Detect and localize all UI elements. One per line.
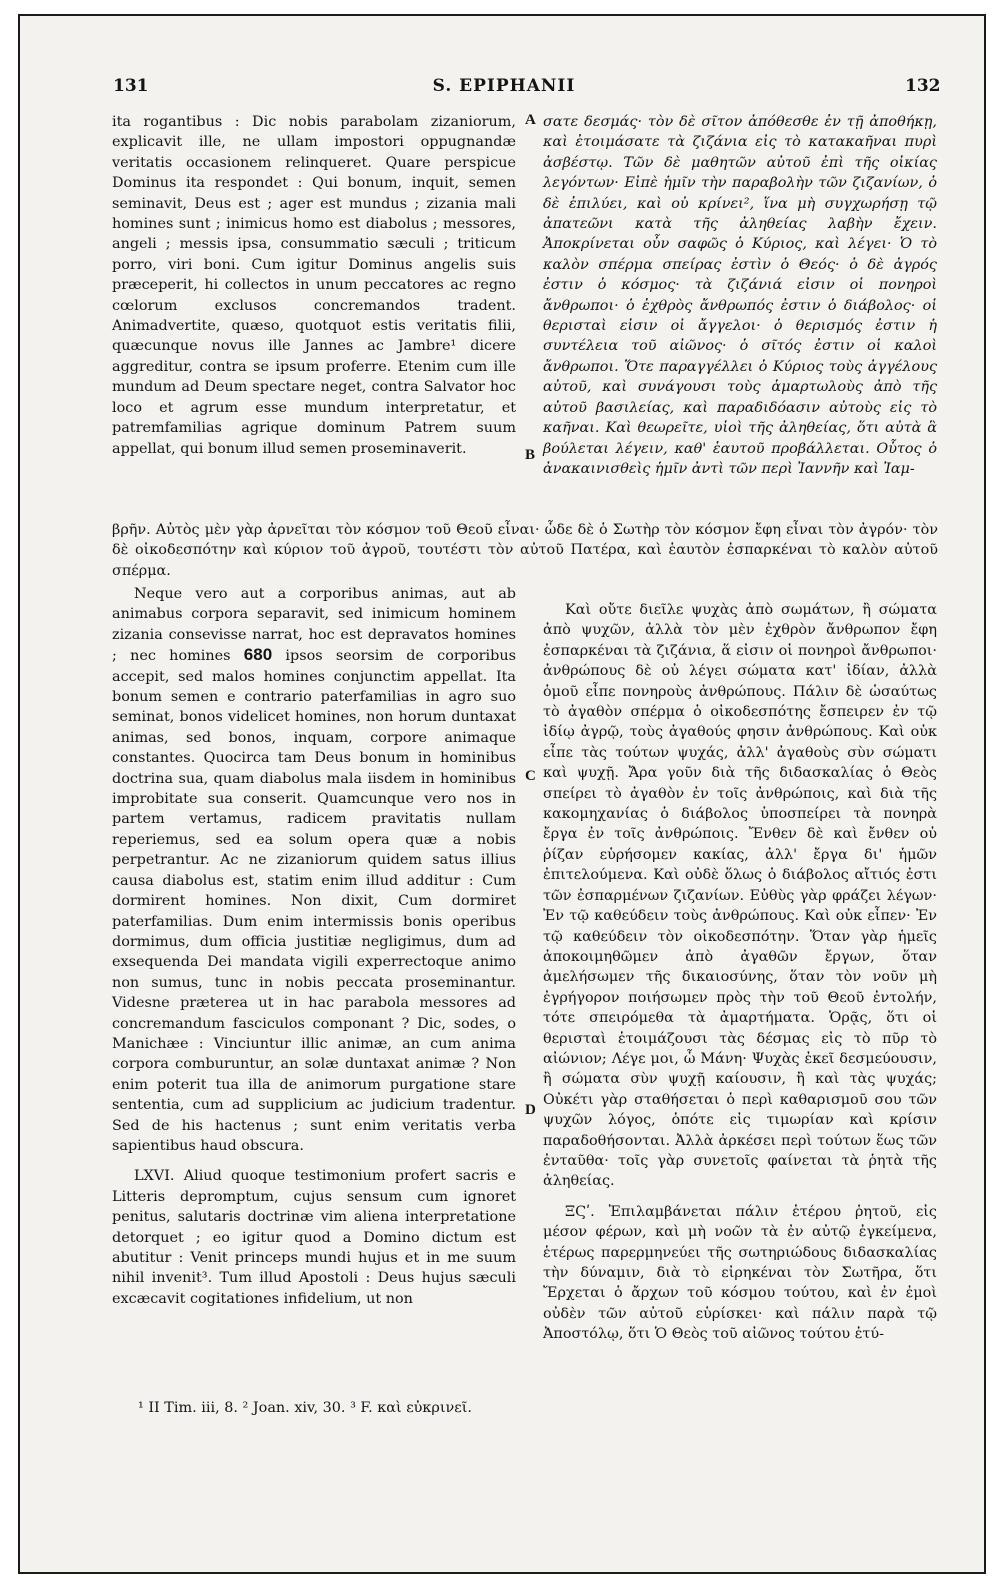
margin-marker-d: D bbox=[525, 1102, 536, 1118]
page-title: S. EPIPHANII bbox=[432, 76, 576, 96]
page-number-left: 131 bbox=[113, 76, 149, 96]
greek-paragraph-xs: ΞϚʹ. Ἐπιλαμβάνεται πάλιν ἑτέρου ῥητοῦ, εἰς μέσον φέρων, καὶ μὴ νοῶν τὰ ἐν αὐτῷ ἐγκείμενα, ἑτέρως παρερμηνεύει τῆς σωτηριώδους διδασκαλίας τὴν δύναμιν, διὰ τὸ εἰρηκέναι τὸν Σωτῆρα, ὅτι Ἔρχεται ὁ ἄρχων τοῦ κόσμου τούτου, καὶ ἐν ἐμοὶ οὐδὲν τῶν αὐτοῦ εὑρίσκει· καὶ πάλιν παρὰ τῷ Ἀποστόλῳ, ὅτι Ὁ Θεὸς τοῦ αἰῶνος τούτου ἐτύ- bbox=[543, 1203, 937, 1343]
margin-marker-c: C bbox=[525, 768, 536, 784]
latin-text-after-page-number: ipsos seorsim de corporibus accepit, sed malos homines conjunctim appellat. Ita bonum semen e contrario paterfamilias in agro suo seminat, bonos videlicet homines, non horum duntaxat animas, sed bonos, inquam, corpore animaque constantes. Quocirca tam Deus bonum in hominibus doctrina sua, quam diabolus mala iisdem in hominibus improbitate sua conserit. Quamcunque vero nos in partem vertamus, radicem pravitatis nullam reperiemus, sed ea solum opera quæ a nobis perpetrantur. Ac ne zizaniorum quidem satus illius causa diabolus est, statim enim illud additur : Cum dormirent homines. Non dixit, Cum dormiret paterfamilias. Dum enim intermissis bonis operibus dormimus, dum officia justitiæ negligimus, dum ad exsequenda Dei mandata vigili experrectoque animo non sumus, tunc in nobis peccata proseminantur. Videsne præterea ut in hac parabola messores ad concremandum fasciculos componant ? Dic, sodes, o Manichæe : Vinciuntur illic animæ, an cum anima corpora comburuntur, an solæ duntaxat animæ ? Non enim poterit tua illa de animorum purgatione stare sententia, cum ad supplicium ac judicium tradentur. Sed de his hactenus ; sunt enim veritatis verba sapientibus haud obscura. bbox=[112, 648, 517, 1154]
margin-marker-a: A bbox=[525, 112, 536, 128]
latin-column-bottom bbox=[112, 584, 516, 1309]
greek-paragraph-kai: Καὶ οὔτε διεῖλε ψυχὰς ἀπὸ σωμάτων, ἢ σώματα ἀπὸ ψυχῶν, ἀλλὰ τὸν μὲν ἐχθρὸν ἄνθρωπον ἔφη ἐσπαρκέναι τὰ ζιζάνια, ἅ εἰσιν οἱ πονηροὶ ἄνθρωποι· ἀνθρώπους δὲ οὐ λέγει σώματα κατ' ἰδίαν, ἀλλὰ ὁμοῦ εἶπε πονηροὺς ἀνθρώπους. Πάλιν δὲ ὡσαύτως τὸ ἀγαθὸν σπέρμα ὁ οἰκοδεσπότης ἔσπειρεν ἐν τῷ ἰδίῳ ἀγρῷ, τοὺς ἀγαθούς φησιν ἀνθρώπους. Καὶ οὐκ εἶπε τὰς τούτων ψυχάς, ἀλλ' ἀγαθοὺς σὺν σώματι καὶ ψυχῇ. Ἄρα γοῦν διὰ τῆς διδασκαλίας ὁ Θεὸς σπείρει τὸ ἀγαθὸν ἐν τοῖς ἀνθρώποις, καὶ διὰ τῆς κακομηχανίας ὁ διάβολος ὑποσπείρει τὰ πονηρὰ ἔργα ἐν τοῖς ἀνθρώποις. Ἔνθεν δὲ καὶ ἔνθεν οὐ ῥίζαν εὑρήσομεν κακίας, ἀλλ' ἔργα δι' ἡμῶν ἐπιτελούμενα. Καὶ οὐδὲ ὅλως ὁ διάβολος αἴτιός ἐστι τῶν ἐσπαρμένων ζιζανίων. Εὐθὺς γὰρ φράζει λέγων· Ἐν τῷ καθεύδειν τοὺς ἀνθρώπους. Καὶ οὐκ εἶπεν· Ἐν τῷ καθεύδειν τὸν οἰκοδεσπότην. Ὅταν γὰρ ἡμεῖς ἀποκοιμηθῶμεν ἀπὸ ἀγαθῶν ἔργων, ὅταν ἀμελήσωμεν τῆς δικαιοσύνης, ὅταν τὸν νοῦν μὴ ἐγρήγορον ποιήσωμεν πρὸς τὴν τοῦ Θεοῦ ἐντολήν, τότε σπειρόμεθα τὰ ἁμαρτήματα. Ὁρᾷς, ὅτι οἱ θερισταὶ ἑτοιμάζουσι τὰς δέσμας εἰς τὸ πῦρ τὸ αἰώνιον; Λέγε μοι, ὦ Μάνη· Ψυχὰς ἐκεῖ δεσμεύουσιν, ἢ σώματα σὺν ψυχῇ καίουσιν, ἢ καὶ τὰς ψυχάς; Οὐκέτι γὰρ σταθήσεται ὁ περὶ καθαρισμοῦ σου τῶν ψυχῶν λόγος, ὁπότε εἰς τιμωρίαν καὶ κρίσιν παραδοθήσονται. Ἀλλὰ ἀρκέσει περὶ τούτων ἕως τῶν ἐνταῦθα· τοῖς γὰρ συνετοῖς φαίνεται τὰ ῥητὰ τῆς ἀληθείας. bbox=[543, 602, 937, 1190]
latin-paragraph-neque bbox=[112, 584, 516, 1156]
running-header bbox=[0, 76, 1008, 102]
footnotes: ¹ II Tim. iii, 8. ² Joan. xiv, 30. ³ F. καὶ εὐκρινεῖ. bbox=[138, 1400, 472, 1416]
latin-paragraph: ita rogantibus : Dic nobis parabolam zizaniorum, explicavit ille, ne ullam impostori oppugnandæ veritatis occasionem relinqueret. Quare perspicue Dominus ita respondet : Qui bonum, inquit, semen seminavit, Deus est ; ager est mundus ; zizania mali homines sunt ; inimicus homo est diabolus ; messores, angeli ; messis ipsa, consummatio sæculi ; triticum porro, viri boni. Cum igitur Dominus angelis suis præceperit, hi collectos in unum peccatores ac regno cœlorum exclusos concremandos tradent. Animadvertite, quæso, quotquot estis veritatis filii, quæcunque novus ille Jannes ac Jambre¹ dicere aggreditur, contra se ipsum proferre. Etenim cum ille mundum ad Deum spectare neget, contra Salvator hoc loco et agrum esse mundum interpretatur, et patremfamilias agrique dominum Patrem suum appellat, qui bonum illud semen proseminaverit. bbox=[112, 114, 516, 457]
greek-paragraph: σατε δεσμάς· τὸν δὲ σῖτον ἀπόθεσθε ἐν τῇ ἀποθήκῃ, καὶ ἑτοιμάσατε τὰ ζιζάνια εἰς τὸ κατακαῆναι πυρὶ ἀσβέστῳ. Τῶν δὲ μαθητῶν αὐτοῦ ἐπὶ τῆς οἰκίας λεγόντων· Εἰπὲ ἡμῖν τὴν παραβολὴν τῶν ζιζανίων, ὁ δὲ ἐπιλύει, καὶ οὐ κρίνει², ἵνα μὴ συγχωρήσῃ τῷ ἀπατεῶνι κατὰ τῆς ἀληθείας λαβὴν ἔχειν. Ἀποκρίνεται οὖν σαφῶς ὁ Κύριος, καὶ λέγει· Ὁ τὸ καλὸν σπέρμα σπείρας ἐστὶν ὁ Θεός· ὁ δὲ ἀγρός ἐστιν ὁ κόσμος· τὰ ζιζάνιά εἰσιν οἱ πονηροὶ ἄνθρωποι· ὁ ἐχθρὸς ἄνθρωπός ἐστιν ὁ διάβολος· οἱ θερισταὶ εἰσιν οἱ ἄγγελοι· ὁ θερισμός ἐστιν ἡ συντέλεια τοῦ αἰῶνος· ὁ σῖτός ἐστιν οἱ καλοὶ ἄνθρωποι. Ὅτε παραγγέλλει ὁ Κύριος τοὺς ἀγγέλους αὐτοῦ, καὶ συνάγουσι τοὺς ἁμαρτωλοὺς ἀπὸ τῆς αὐτοῦ βασιλείας, καὶ παραδιδόασιν αὐτοὺς εἰς τὸ καῆναι. Καὶ θεωρεῖτε, υἱοὶ τῆς ἀληθείας, ὅτι αὐτὰ ἃ βούλεται λέγειν, καθ' ἑαυτοῦ προβάλλεται. Οὗτος ὁ ἀνακαινισθεὶς ἡμῖν ἀντὶ τῶν περὶ Ἰαννῆν καὶ Ἰαμ- bbox=[543, 114, 937, 477]
inline-page-number: 680 bbox=[243, 645, 273, 665]
margin-marker-b: B bbox=[525, 447, 536, 463]
greek-column-top bbox=[543, 112, 937, 479]
latin-paragraph-lxvi: LXVI. Aliud quoque testimonium profert sacris e Litteris depromptum, cujus sensum cum ignoret penitus, salutaris doctrinæ vim aliena interpretatione detorquet ; eo igitur quod a Domino dictum est abutitur : Venit princeps mundi hujus et in me suum nihil invenit³. Tum illud Apostoli : Deus hujus sæculi excæcavit cogitationes infidelium, ut non bbox=[112, 1168, 516, 1307]
latin-text-before-page-number: Neque vero aut a corporibus animas, aut ab animabus corpora separavit, sed inimicum hominem zizania consevisse narrat, hoc est depravatos homines ; nec homines bbox=[112, 586, 516, 665]
greek-column-bottom bbox=[543, 600, 937, 1345]
page-number-right: 132 bbox=[905, 76, 941, 96]
greek-full-width-passage: βρῆν. Αὐτὸς μὲν γὰρ ἀρνεῖται τὸν κόσμον τοῦ Θεοῦ εἶναι· ὧδε δὲ ὁ Σωτὴρ τὸν κόσμον ἔφη εἶναι τὸν ἀγρόν· τὸν δὲ οἰκοδεσπότην καὶ κύριον τοῦ ἀγροῦ, τουτέστι τὸν αὐτοῦ Πατέρα, καὶ ἑαυτὸν ἐσπαρκέναι τὸ καλὸν αὐτοῦ σπέρμα. bbox=[112, 522, 938, 579]
latin-column-top bbox=[112, 112, 516, 459]
